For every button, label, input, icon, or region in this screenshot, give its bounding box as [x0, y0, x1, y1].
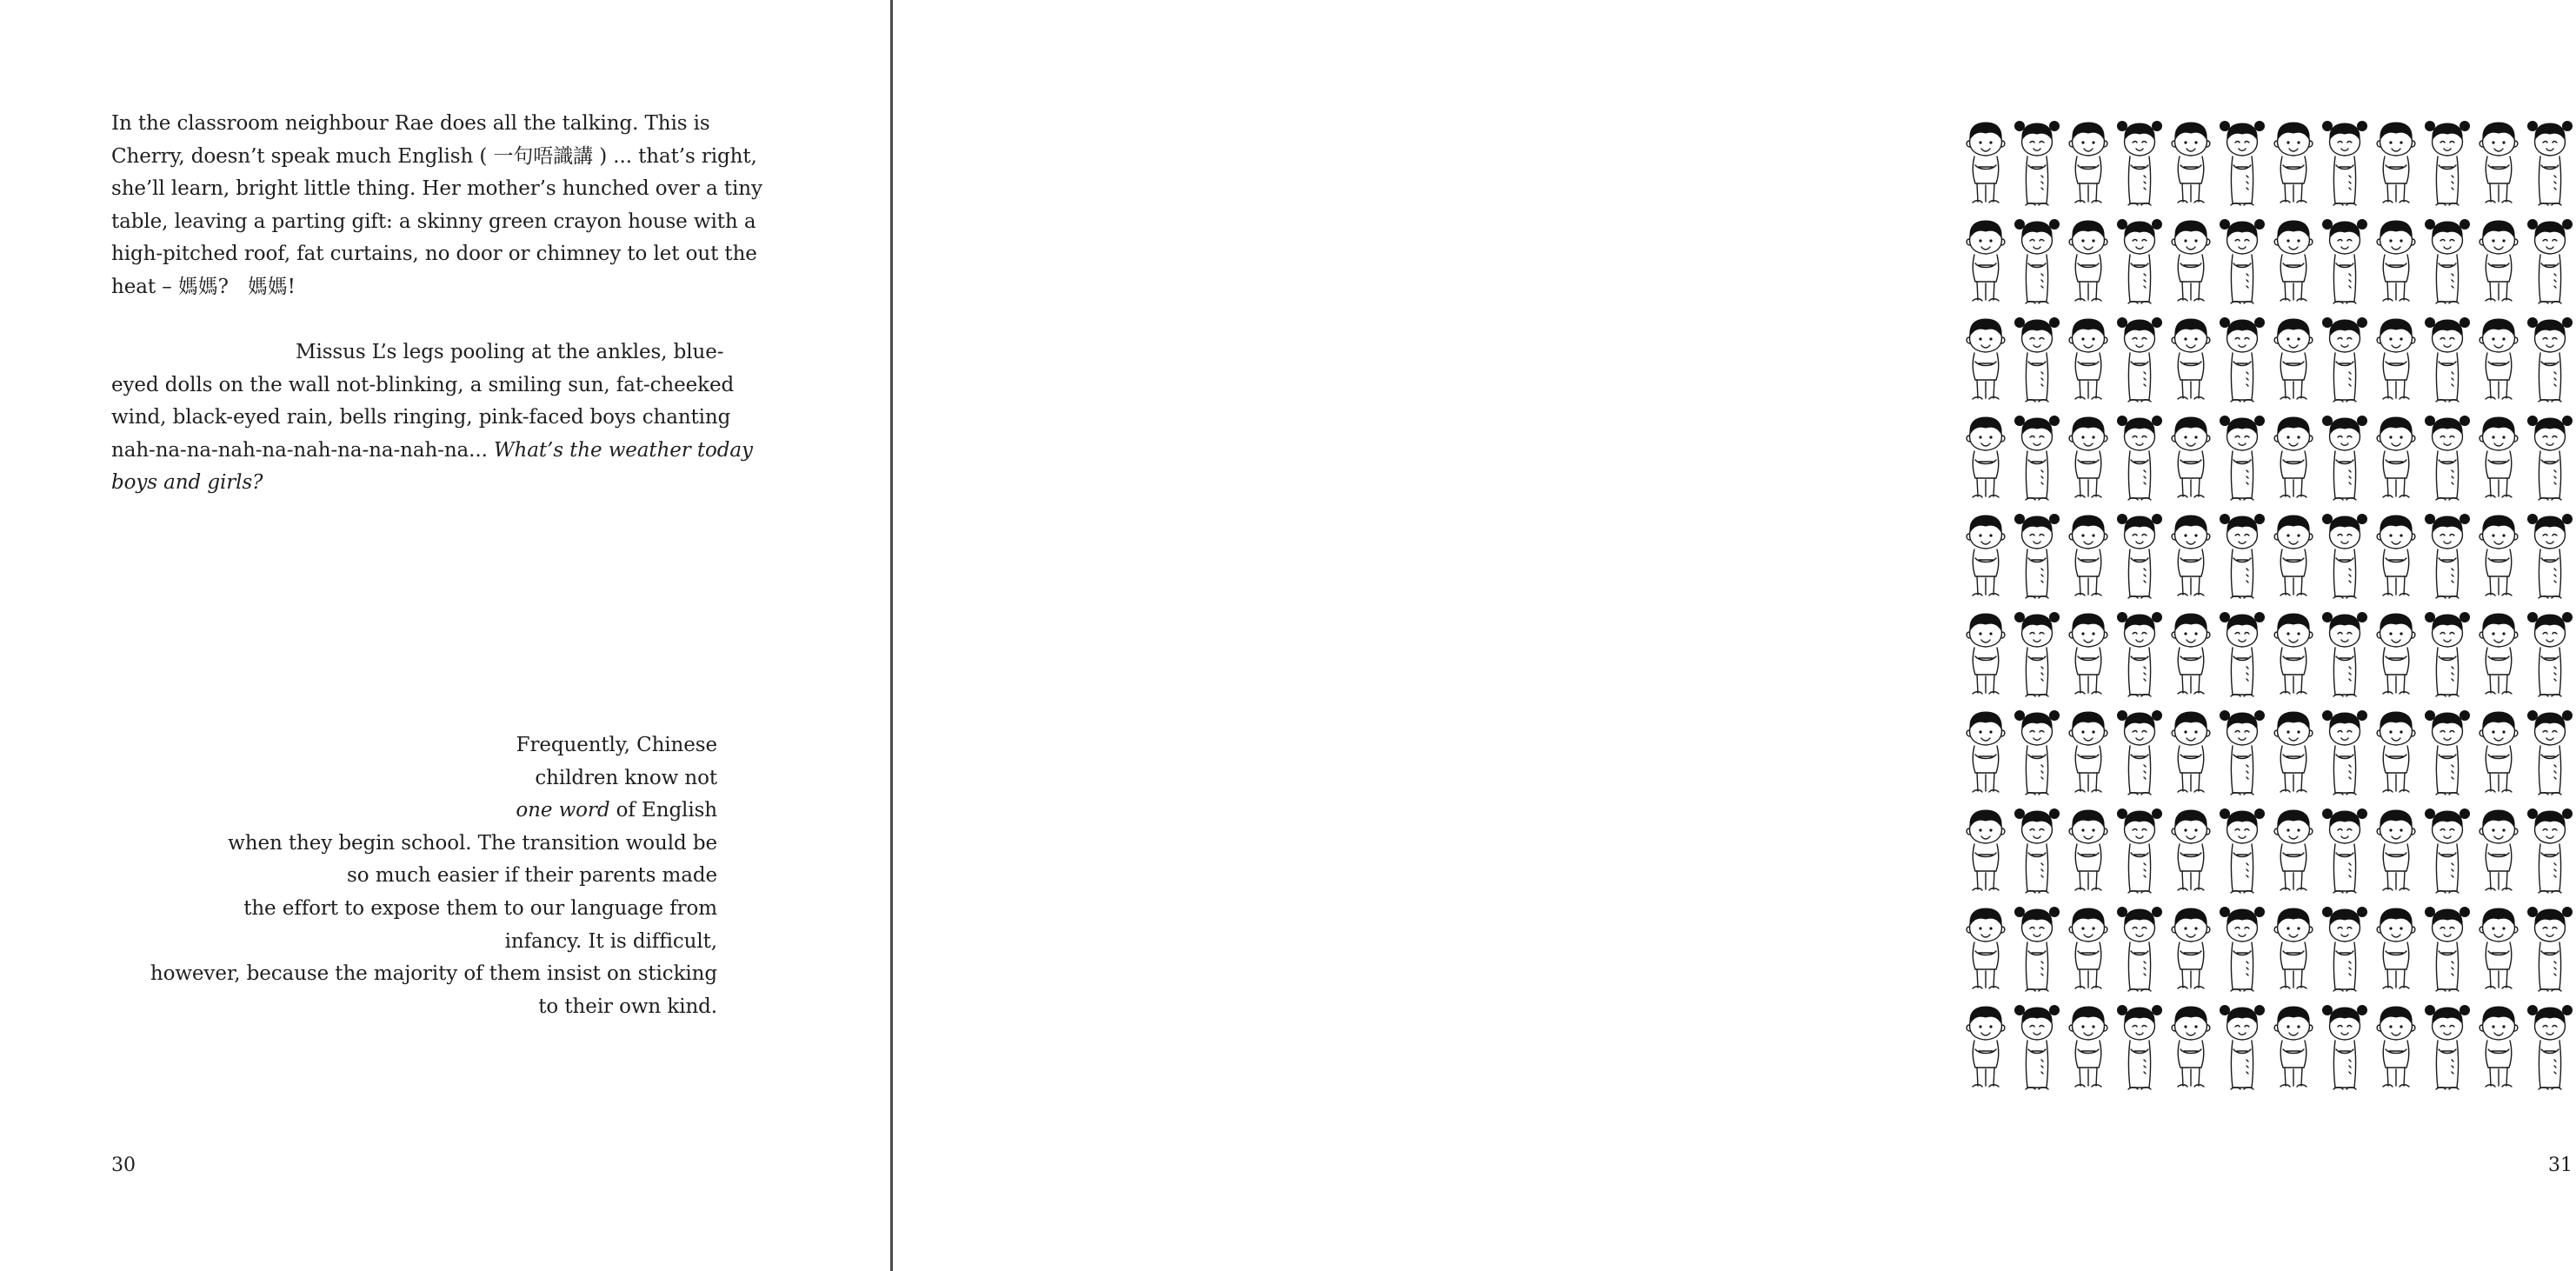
text-fragment: nah-na-na-nah-na-nah-na-na-nah-na... — [111, 438, 494, 462]
boy-figure — [2473, 609, 2525, 708]
boy-figure — [2268, 315, 2320, 413]
girl-figure — [2320, 216, 2371, 315]
boy-figure — [2063, 806, 2114, 904]
boy-figure — [2473, 216, 2525, 315]
girl-figure — [2320, 413, 2371, 511]
boy-figure — [1960, 511, 2012, 609]
boy-figure — [1960, 708, 2012, 806]
boy-figure — [2371, 904, 2422, 1002]
boy-figure — [1960, 315, 2012, 413]
boy-figure — [2371, 609, 2422, 708]
text-line: boys and girls? — [111, 471, 263, 495]
girl-figure — [2217, 216, 2268, 315]
girl-figure — [2217, 315, 2268, 413]
girl-figure — [2422, 413, 2473, 511]
boy-figure — [1960, 413, 2012, 511]
boy-figure — [2166, 315, 2217, 413]
text-line: she’ll learn, bright little thing. Her mother’s hunched over a tiny — [111, 177, 762, 201]
girl-figure — [2525, 1002, 2576, 1101]
boy-figure — [2473, 315, 2525, 413]
girl-figure — [2012, 118, 2063, 216]
boy-figure — [2371, 806, 2422, 904]
boy-figure — [2268, 216, 2320, 315]
text-fragment: of English — [609, 799, 717, 822]
boy-figure — [2473, 413, 2525, 511]
girl-figure — [2114, 609, 2166, 708]
boy-figure — [2166, 708, 2217, 806]
text-line: however, because the majority of them insist on sticking — [150, 962, 717, 986]
girl-figure — [2217, 904, 2268, 1002]
girl-figure — [2114, 904, 2166, 1002]
text-line: children know not — [535, 766, 717, 789]
text-line: eyed dolls on the wall not-blinking, a smiling sun, fat-cheeked — [111, 373, 735, 396]
boy-figure — [2268, 118, 2320, 216]
girl-figure — [2320, 609, 2371, 708]
boy-figure — [2371, 708, 2422, 806]
boy-figure — [2473, 1002, 2525, 1101]
girl-figure — [2012, 511, 2063, 609]
text-line: the effort to expose them to our language from — [243, 896, 717, 920]
girl-figure — [2525, 708, 2576, 806]
chinese-word: 媽媽? — [177, 275, 229, 298]
girl-figure — [2320, 708, 2371, 806]
text-line: Missus L’s legs pooling at the ankles, blue- — [296, 341, 724, 363]
girl-figure — [2320, 806, 2371, 904]
girl-figure — [2217, 806, 2268, 904]
boy-figure — [2063, 904, 2114, 1002]
boy-figure — [2063, 315, 2114, 413]
boy-figure — [2166, 1002, 2217, 1101]
girl-figure — [2422, 118, 2473, 216]
girl-figure — [2012, 413, 2063, 511]
boy-figure — [2268, 511, 2320, 609]
children-illustration-grid — [1960, 118, 2576, 1101]
girl-figure — [2114, 1002, 2166, 1101]
girl-figure — [2525, 904, 2576, 1002]
boy-figure — [2063, 511, 2114, 609]
girl-figure — [2525, 315, 2576, 413]
girl-figure — [2114, 118, 2166, 216]
chinese-word: 媽媽! — [247, 275, 296, 298]
girl-figure — [2422, 315, 2473, 413]
boy-figure — [2371, 511, 2422, 609]
page-number-right: 31 — [2548, 1155, 2573, 1176]
girl-figure — [2422, 806, 2473, 904]
boy-figure — [2473, 708, 2525, 806]
paragraph-missus-l — [111, 336, 753, 500]
girl-figure — [2320, 315, 2371, 413]
girl-figure — [2114, 315, 2166, 413]
girl-figure — [2422, 609, 2473, 708]
girl-figure — [2320, 904, 2371, 1002]
girl-figure — [2217, 1002, 2268, 1101]
text-line: Frequently, Chinese — [516, 734, 717, 756]
boy-figure — [2371, 315, 2422, 413]
boy-figure — [2166, 511, 2217, 609]
girl-figure — [2012, 315, 2063, 413]
boy-figure — [1960, 118, 2012, 216]
text-line — [111, 271, 762, 304]
boy-figure — [1960, 216, 2012, 315]
text-line — [111, 795, 717, 828]
boy-figure — [2063, 708, 2114, 806]
boy-figure — [2268, 413, 2320, 511]
girl-figure — [2422, 511, 2473, 609]
girl-figure — [2217, 118, 2268, 216]
boy-figure — [1960, 609, 2012, 708]
text-line: wind, black-eyed rain, bells ringing, pink-faced boys chanting — [111, 406, 731, 429]
girl-figure — [2525, 118, 2576, 216]
quotation-block — [111, 729, 717, 1023]
girl-figure — [2012, 708, 2063, 806]
girl-figure — [2012, 216, 2063, 315]
boy-figure — [2166, 216, 2217, 315]
text-line: Cherry, doesn’t speak much English ( 一句唔識講 ) ... that’s right, — [111, 144, 757, 168]
boy-figure — [2268, 806, 2320, 904]
girl-figure — [2525, 609, 2576, 708]
girl-figure — [2320, 1002, 2371, 1101]
girl-figure — [2217, 609, 2268, 708]
boy-figure — [2268, 904, 2320, 1002]
boy-figure — [2473, 511, 2525, 609]
text-line: to their own kind. — [538, 995, 717, 1018]
text-line: table, leaving a parting gift: a skinny green crayon house with a — [111, 210, 756, 233]
girl-figure — [2217, 413, 2268, 511]
girl-figure — [2012, 1002, 2063, 1101]
girl-figure — [2525, 511, 2576, 609]
girl-figure — [2114, 413, 2166, 511]
girl-figure — [2320, 118, 2371, 216]
girl-figure — [2012, 904, 2063, 1002]
boy-figure — [2166, 413, 2217, 511]
boy-figure — [2063, 413, 2114, 511]
girl-figure — [2422, 904, 2473, 1002]
girl-figure — [2422, 1002, 2473, 1101]
text-line: infancy. It is difficult, — [504, 929, 717, 953]
girl-figure — [2217, 708, 2268, 806]
girl-figure — [2422, 216, 2473, 315]
boy-figure — [2166, 609, 2217, 708]
boy-figure — [2371, 413, 2422, 511]
italic-phrase: one word — [516, 799, 610, 822]
text-fragment: heat – — [111, 275, 178, 298]
boy-figure — [2166, 806, 2217, 904]
girl-figure — [2012, 609, 2063, 708]
boy-figure — [2473, 904, 2525, 1002]
boy-figure — [1960, 904, 2012, 1002]
boy-figure — [2166, 118, 2217, 216]
boy-figure — [2371, 216, 2422, 315]
girl-figure — [2422, 708, 2473, 806]
girl-figure — [2525, 216, 2576, 315]
text-line: In the classroom neighbour Rae does all the talking. This is — [111, 112, 710, 135]
girl-figure — [2525, 413, 2576, 511]
italic-phrase: What’s the weather today — [494, 438, 753, 462]
boy-figure — [2371, 1002, 2422, 1101]
girl-figure — [2114, 806, 2166, 904]
boy-figure — [2063, 118, 2114, 216]
text-line: when they begin school. The transition would be — [228, 831, 717, 855]
boy-figure — [2473, 118, 2525, 216]
text-line: so much easier if their parents made — [347, 864, 717, 888]
boy-figure — [1960, 806, 2012, 904]
text-line — [111, 435, 753, 468]
girl-figure — [2114, 511, 2166, 609]
paragraph-classroom — [111, 108, 762, 304]
boy-figure — [1960, 1002, 2012, 1101]
left-page — [0, 0, 890, 1271]
boy-figure — [2473, 806, 2525, 904]
boy-figure — [2063, 609, 2114, 708]
girl-figure — [2114, 708, 2166, 806]
girl-figure — [2012, 806, 2063, 904]
page-number-left: 30 — [111, 1155, 136, 1176]
boy-figure — [2371, 118, 2422, 216]
girl-figure — [2114, 216, 2166, 315]
boy-figure — [2166, 904, 2217, 1002]
boy-figure — [2268, 708, 2320, 806]
boy-figure — [2268, 1002, 2320, 1101]
boy-figure — [2268, 609, 2320, 708]
right-page — [893, 0, 2573, 1271]
girl-figure — [2320, 511, 2371, 609]
girl-figure — [2217, 511, 2268, 609]
boy-figure — [2063, 216, 2114, 315]
girl-figure — [2525, 806, 2576, 904]
boy-figure — [2063, 1002, 2114, 1101]
text-line: high-pitched roof, fat curtains, no door or chimney to let out the — [111, 243, 757, 266]
